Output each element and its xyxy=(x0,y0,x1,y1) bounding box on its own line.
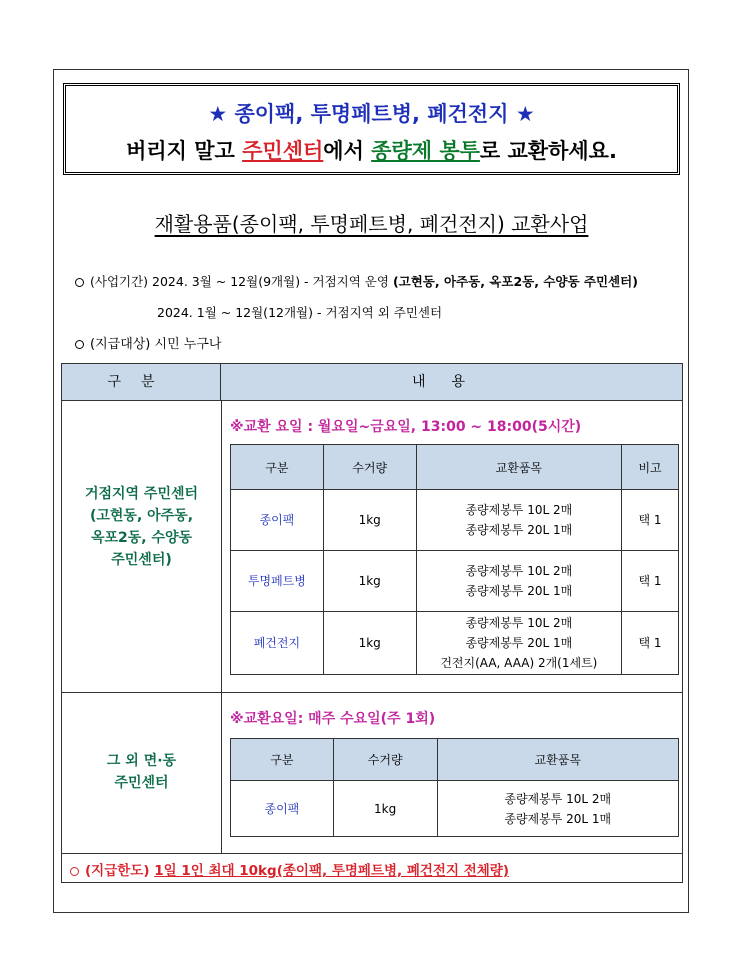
table-header-row xyxy=(231,739,679,781)
banner-items: 종이팩, 투명페트병, 폐건전지 xyxy=(234,102,509,126)
other-schedule: ※교환요일: 매주 수요일(주 1회) xyxy=(230,711,436,727)
column-divider xyxy=(221,401,222,853)
target-line xyxy=(75,333,221,352)
table-header xyxy=(62,364,682,401)
hub-center-label xyxy=(62,483,221,571)
hub-exchange-table xyxy=(230,444,679,675)
row-divider xyxy=(62,853,682,854)
exchange-line: 종량제봉투 10L 2매 xyxy=(465,503,573,517)
table-row xyxy=(231,551,679,612)
table-row xyxy=(231,490,679,551)
star-icon: ★ xyxy=(515,102,535,126)
banner-highlight-bag: 종량제 봉투 xyxy=(371,139,480,163)
limit-prefix: (지급한도) xyxy=(85,863,155,879)
item-name: 투명페트병 xyxy=(231,551,324,612)
circle-bullet-icon xyxy=(75,340,84,349)
header-category: 구분 xyxy=(62,364,221,400)
period-line-2 xyxy=(157,303,442,321)
other-center-label xyxy=(62,750,221,794)
exchange-line: 종량제봉투 10L 2매 xyxy=(465,564,573,578)
col-category: 구분 xyxy=(231,445,324,490)
limit-line xyxy=(70,859,509,879)
item-exchange xyxy=(437,781,678,837)
banner-text: 버리지 말고 xyxy=(126,139,243,163)
banner-line-2 xyxy=(66,135,677,165)
table-row xyxy=(231,781,679,837)
exchange-line: 종량제봉투 10L 2매 xyxy=(504,791,612,806)
col-amount: 수거량 xyxy=(333,739,437,781)
col-exchange: 교환품목 xyxy=(416,445,622,490)
item-exchange xyxy=(416,612,622,675)
exchange-line: 종량제봉투 10L 2매 xyxy=(465,616,573,630)
table-header-row xyxy=(231,445,679,490)
item-note: 택 1 xyxy=(622,551,679,612)
page-title-text: 재활용품(종이팩, 투명페트병, 폐건전지) 교환사업 xyxy=(154,212,589,236)
item-note: 택 1 xyxy=(622,612,679,675)
table-row xyxy=(231,612,679,675)
item-note: 택 1 xyxy=(622,490,679,551)
label-line: 주민센터) xyxy=(111,552,172,568)
item-exchange xyxy=(416,490,622,551)
circle-bullet-icon xyxy=(70,867,79,876)
label-line: 주민센터 xyxy=(114,775,169,791)
item-exchange xyxy=(416,551,622,612)
page-title xyxy=(0,208,743,237)
period-text: (사업기간) 2024. 3월 ~ 12월(9개월) - 거점지역 운영 xyxy=(90,274,393,289)
exchange-line: 종량제봉투 20L 1매 xyxy=(465,584,573,598)
hub-schedule: ※교환 요일 : 월요일~금요일, 13:00 ~ 18:00(5시간) xyxy=(230,419,582,435)
col-amount: 수거량 xyxy=(323,445,416,490)
col-category: 구분 xyxy=(231,739,334,781)
period-line-1 xyxy=(75,272,638,290)
header-content: 내용 xyxy=(411,374,492,390)
col-exchange: 교환품목 xyxy=(437,739,678,781)
exchange-line: 종량제봉투 20L 1매 xyxy=(465,523,573,537)
item-amount: 1kg xyxy=(333,781,437,837)
label-line: 거점지역 주민센터 xyxy=(84,486,199,502)
label-line: 그 외 면·동 xyxy=(106,753,177,769)
circle-bullet-icon xyxy=(75,278,84,287)
exchange-line: 종량제봉투 20L 1매 xyxy=(465,636,573,650)
limit-text: 1일 1인 최대 10kg(종이팩, 투명페트병, 폐건전지 전체량) xyxy=(154,863,510,879)
banner-line-1 xyxy=(66,98,677,128)
target-text: (지급대상) 시민 누구나 xyxy=(90,337,222,352)
col-note: 비고 xyxy=(622,445,679,490)
item-name: 폐건전지 xyxy=(231,612,324,675)
banner-text: 로 교환하세요. xyxy=(479,139,617,163)
label-line: 옥포2동, 수양동 xyxy=(90,530,193,546)
item-name: 종이팩 xyxy=(231,490,324,551)
period-text-2: 2024. 1월 ~ 12월(12개월) - 거점지역 외 주민센터 xyxy=(157,305,443,320)
banner-text: 에서 xyxy=(323,139,372,163)
program-table xyxy=(61,363,683,883)
exchange-line: 건전지(AA, AAA) 2개(1세트) xyxy=(440,656,598,670)
exchange-line: 종량제봉투 20L 1매 xyxy=(504,811,612,826)
item-amount: 1kg xyxy=(323,490,416,551)
item-name: 종이팩 xyxy=(231,781,334,837)
banner-highlight-center: 주민센터 xyxy=(242,139,324,163)
item-amount: 1kg xyxy=(323,551,416,612)
banner xyxy=(63,83,680,175)
star-icon: ★ xyxy=(208,102,228,126)
item-amount: 1kg xyxy=(323,612,416,675)
row-divider xyxy=(62,692,682,693)
other-exchange-table xyxy=(230,738,679,837)
label-line: (고현동, 아주동, xyxy=(89,508,194,524)
period-hub-list: (고현동, 아주동, 옥포2동, 수양동 주민센터) xyxy=(392,274,638,289)
